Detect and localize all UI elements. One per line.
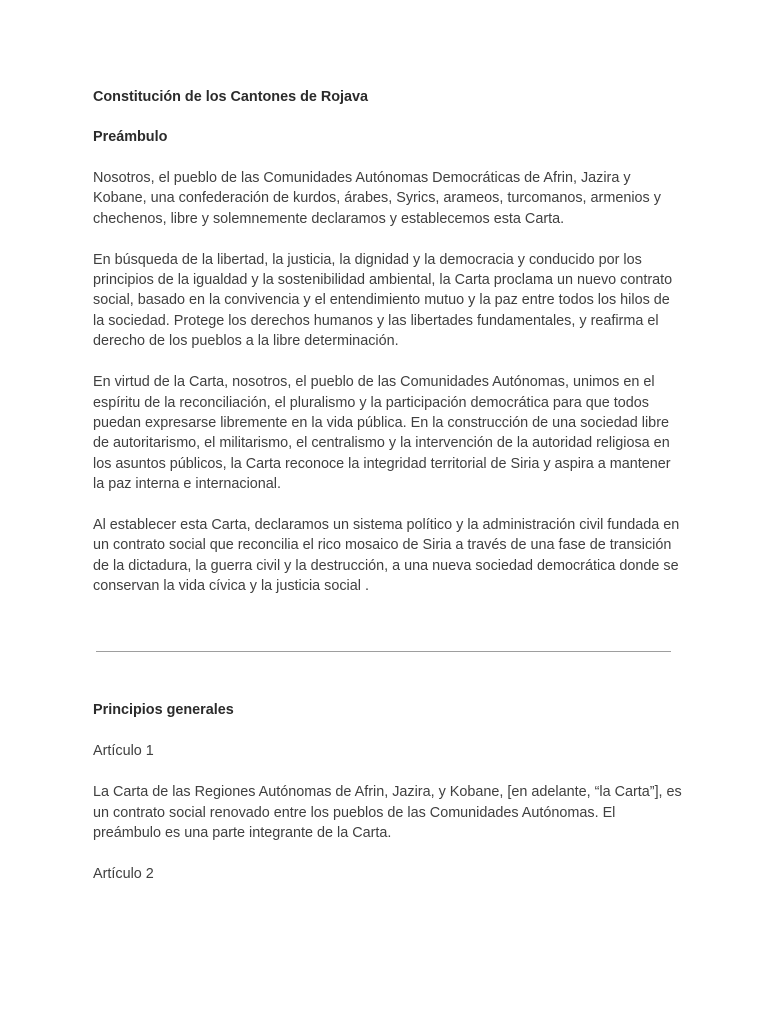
article-1-text: La Carta de las Regiones Autónomas de Afrin, Jazira, y Kobane, [en adelante, “la Carta”], es un contrato social renovado entre los pueblos de las Comunidades Autónomas. El preámbulo es una parte integrante de la Carta. [93,784,682,841]
preamble-paragraph-4: Al establecer esta Carta, declaramos un sistema político y la administración civil fundada en un contrato social que reconcilia el rico mosaico de Siria a través de una fase de transición de la dictadura, la guerra civil y la destrucción, a una nueva sociedad democrática donde se conservan la vida cívica y la justicia social . [93,517,680,595]
preamble-heading: Preámbulo [93,129,168,145]
general-principles-heading: Principios generales [93,702,234,718]
article-2-label: Artículo 2 [93,866,154,883]
article-1-label: Artículo 1 [93,743,154,759]
preamble-paragraph-3: En virtud de la Carta, nosotros, el pueblo de las Comunidades Autónomas, unimos en el espíritu de la reconciliación, el pluralismo y la participación democrática para que todos puedan expresarse libremente en la vida pública. En la construcción de una sociedad libre de autoritarismo, el militarismo, el centralismo y la intervención de la autoridad religiosa en los asuntos públicos, la Carta reconoce la integridad territorial de Siria y aspira a mantener la paz interna e internacional. [93,374,671,492]
general-principles-section [93,700,683,884]
section-divider [96,651,671,652]
preamble-paragraph-1: Nosotros, el pueblo de las Comunidades Autónomas Democráticas de Afrin, Jazira y Kobane, una confederación de kurdos, árabes, Syrics, arameos, turcomanos, armenios y chechenos, libre y solemnemente declaramos y establecemos esta Carta. [93,170,661,227]
preamble-paragraph-2: En búsqueda de la libertad, la justicia, la dignidad y la democracia y conducido por los principios de la igualdad y la sostenibilidad ambiental, la Carta proclama un nuevo contrato social, basado en la convivencia y el entendimiento mutuo y la paz entre todos los hilos de la sociedad. Protege los derechos humanos y las libertades fundamentales, y reafirma el derecho de los pueblos a la libre determinación. [93,251,673,350]
document-title: Constitución de los Cantones de Rojava [93,89,369,105]
preamble-section [93,87,683,596]
